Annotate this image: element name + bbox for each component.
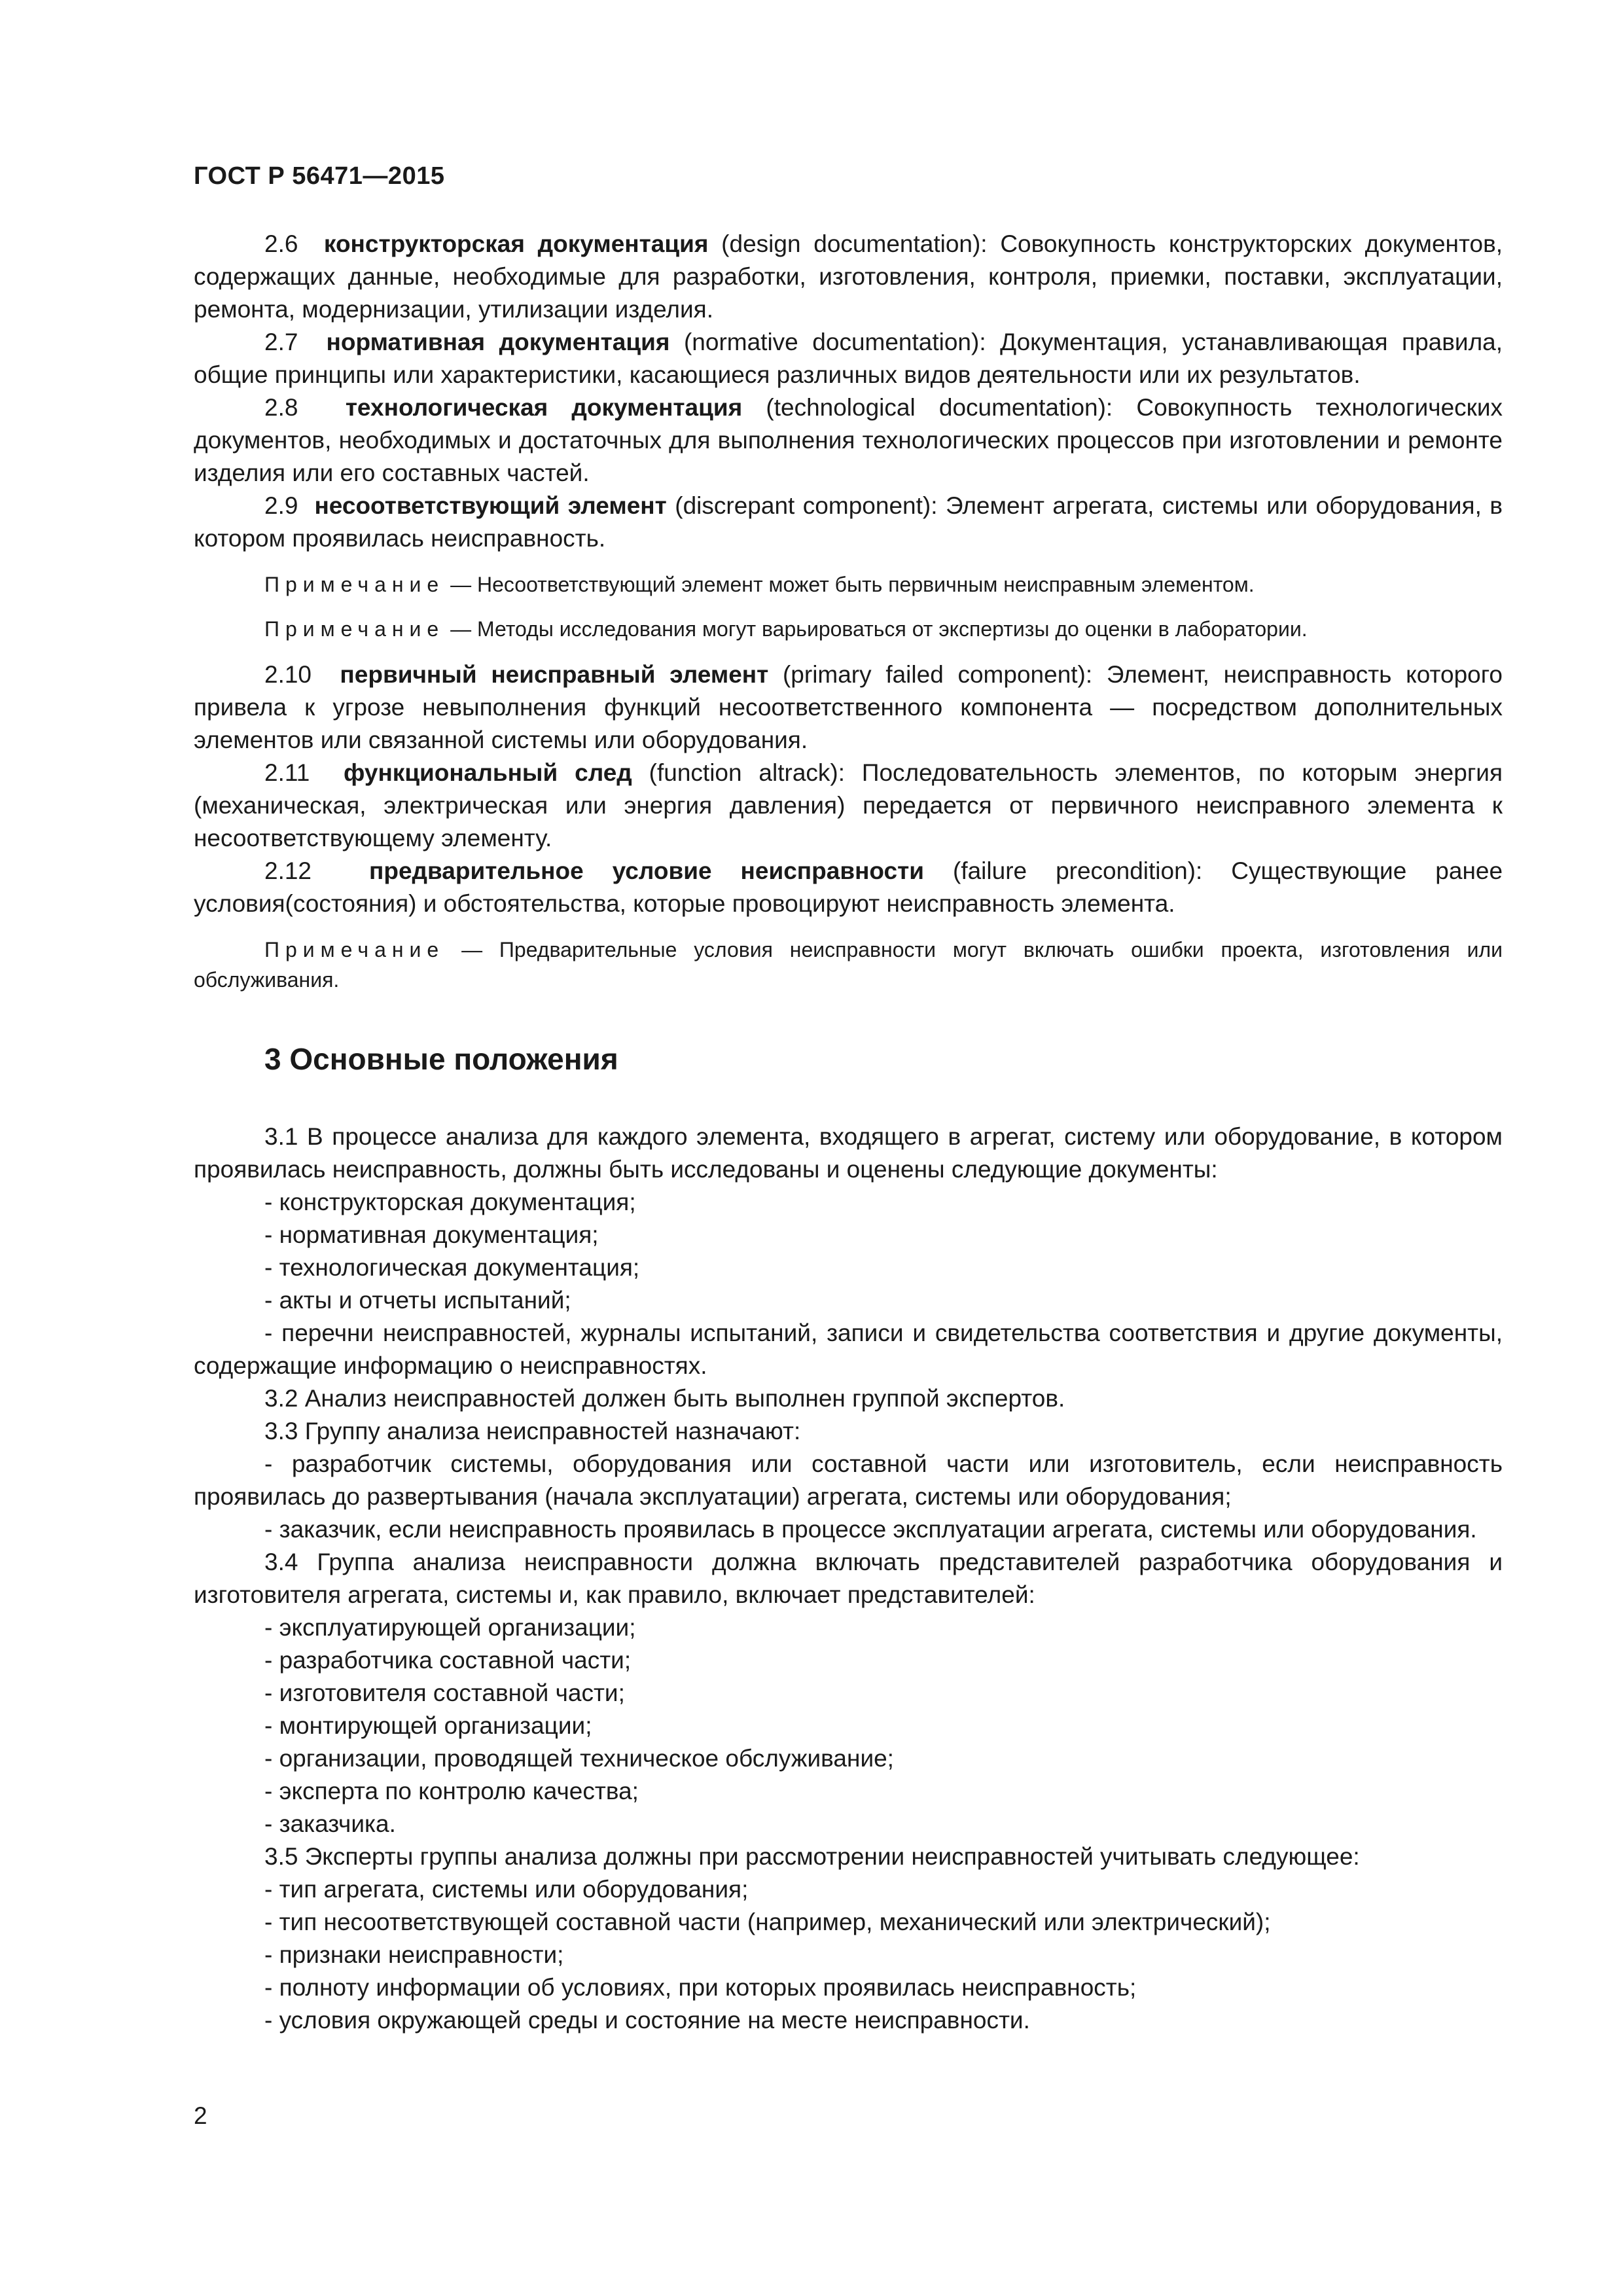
list-item: - изготовителя составной части; [264, 1679, 625, 1706]
note-text: — Методы исследования могут варьироваться от экспертизы до оценки в лаборатории. [450, 617, 1308, 641]
list-item: - организации, проводящей техническое обслуживание; [264, 1745, 894, 1772]
note-text: — Предварительные условия неисправности могут включать ошибки проекта, изготовления или обслуживания. [194, 938, 1503, 992]
definition-2-8 [194, 391, 1503, 490]
definition-term: несоответствующий элемент [314, 492, 667, 519]
definition-2-7 [194, 326, 1503, 391]
list-item: - признаки неисправности; [264, 1941, 564, 1968]
definition-2-10 [194, 658, 1503, 757]
definition-number: 2.10 [264, 661, 312, 688]
definition-term: конструкторская документация [323, 230, 709, 257]
definition-2-6 [194, 228, 1503, 326]
definition-2-9 [194, 490, 1503, 555]
definition-number: 2.6 [264, 230, 298, 257]
definition-term: функциональный след [343, 759, 632, 786]
list-item: - эксплуатирующей организации; [264, 1614, 636, 1641]
definition-number: 2.9 [264, 492, 298, 519]
note-label: Примечание [264, 573, 445, 596]
definition-term: первичный неисправный элемент [340, 661, 769, 688]
definition-text: (primary failed component): Элемент, неисправность которого привела к угрозе невыполнения функций несоответственного компонента — посредством дополнительных элементов или связанной системы или оборудования. [194, 661, 1503, 753]
definition-text: (technological documentation): Совокупность технологических документов, необходимых и достаточных для выполнения технологических процессов при изготовлении и ремонте изделия или его составных частей. [194, 394, 1503, 486]
definition-number: 2.11 [264, 759, 310, 786]
definition-number: 2.12 [264, 857, 312, 884]
definition-text: (function altrack): Последовательность элементов, по которым энергия (механическая, электрическая или энергия давления) передается от первичного неисправного элемента к несоответствующему элементу. [194, 759, 1503, 852]
list-item: - заказчик, если неисправность проявилась в процессе эксплуатации агрегата, системы или оборудования. [264, 1516, 1477, 1543]
page-number: 2 [194, 2102, 207, 2129]
list-item: - монтирующей организации; [264, 1712, 592, 1739]
list-item: - акты и отчеты испытаний; [264, 1287, 571, 1314]
definition-term: предварительное условие неисправности [369, 857, 924, 884]
list-item: - условия окружающей среды и состояние на месте неисправности. [264, 2007, 1030, 2034]
list-item: - тип несоответствующей составной части (например, механический или электрический); [264, 1909, 1271, 1935]
definition-text: (discrepant component): Элемент агрегата, системы или оборудования, в котором проявилась неисправность. [194, 492, 1503, 552]
definition-term: технологическая документация [345, 394, 743, 421]
list-item: - перечни неисправностей, журналы испытаний, записи и свидетельства соответствия и другие документы, содержащие информацию о неисправностях. [194, 1319, 1503, 1379]
list-item: - технологическая документация; [264, 1254, 640, 1281]
note-text: — Несоответствующий элемент может быть первичным неисправным элементом. [450, 573, 1255, 596]
note-2 [194, 614, 1503, 644]
note-label: Примечание [264, 617, 445, 641]
document-code-header: ГОСТ Р 56471—2015 [194, 162, 445, 190]
list-item: - эксперта по контролю качества; [264, 1778, 639, 1804]
definition-number: 2.8 [264, 394, 298, 421]
note-3 [194, 935, 1503, 995]
list-item: - заказчика. [264, 1810, 396, 1837]
definition-text: (failure precondition): Существующие ранее условия(состояния) и обстоятельства, которые провоцируют неисправность элемента. [194, 857, 1503, 917]
clause-3-5: 3.5 Эксперты группы анализа должны при рассмотрении неисправностей учитывать следующее: [264, 1843, 1360, 1870]
list-item: - нормативная документация; [264, 1221, 599, 1248]
list-item: - полноту информации об условиях, при которых проявилась неисправность; [264, 1974, 1137, 2001]
note-label: Примечание [264, 938, 445, 961]
clause-3-1: 3.1 В процессе анализа для каждого элемента, входящего в агрегат, систему или оборудование, в котором проявилась неисправность, должны быть исследованы и оценены следующие документы: [194, 1123, 1503, 1183]
clause-3-4: 3.4 Группа анализа неисправности должна включать представителей разработчика оборудования и изготовителя агрегата, системы и, как правило, включает представителей: [194, 1549, 1503, 1608]
list-item: - конструкторская документация; [264, 1189, 636, 1215]
definition-text: (normative documentation): Документация, устанавливающая правила, общие принципы или характеристики, касающиеся различных видов деятельности или их результатов. [194, 329, 1503, 388]
note-1 [194, 569, 1503, 600]
section-3-title: 3 Основные положения [264, 1042, 618, 1076]
list-item: - тип агрегата, системы или оборудования; [264, 1876, 749, 1903]
definition-2-12 [194, 855, 1503, 920]
clause-3-2: 3.2 Анализ неисправностей должен быть выполнен группой экспертов. [264, 1385, 1065, 1412]
list-item: - разработчика составной части; [264, 1647, 632, 1674]
list-item: - разработчик системы, оборудования или составной части или изготовитель, если неисправность проявилась до развертывания (начала эксплуатации) агрегата, системы или оборудования; [194, 1450, 1503, 1510]
definition-number: 2.7 [264, 329, 298, 355]
definition-term: нормативная документация [326, 329, 670, 355]
definition-2-11 [194, 757, 1503, 855]
document-body [194, 228, 1503, 2037]
definition-text: (design documentation): Совокупность конструкторских документов, содержащих данные, необходимые для разработки, изготовления, контроля, приемки, поставки, эксплуатации, ремонта, модернизации, утилизации изделия. [194, 230, 1503, 323]
clause-3-3: 3.3 Группу анализа неисправностей назначают: [264, 1418, 801, 1444]
